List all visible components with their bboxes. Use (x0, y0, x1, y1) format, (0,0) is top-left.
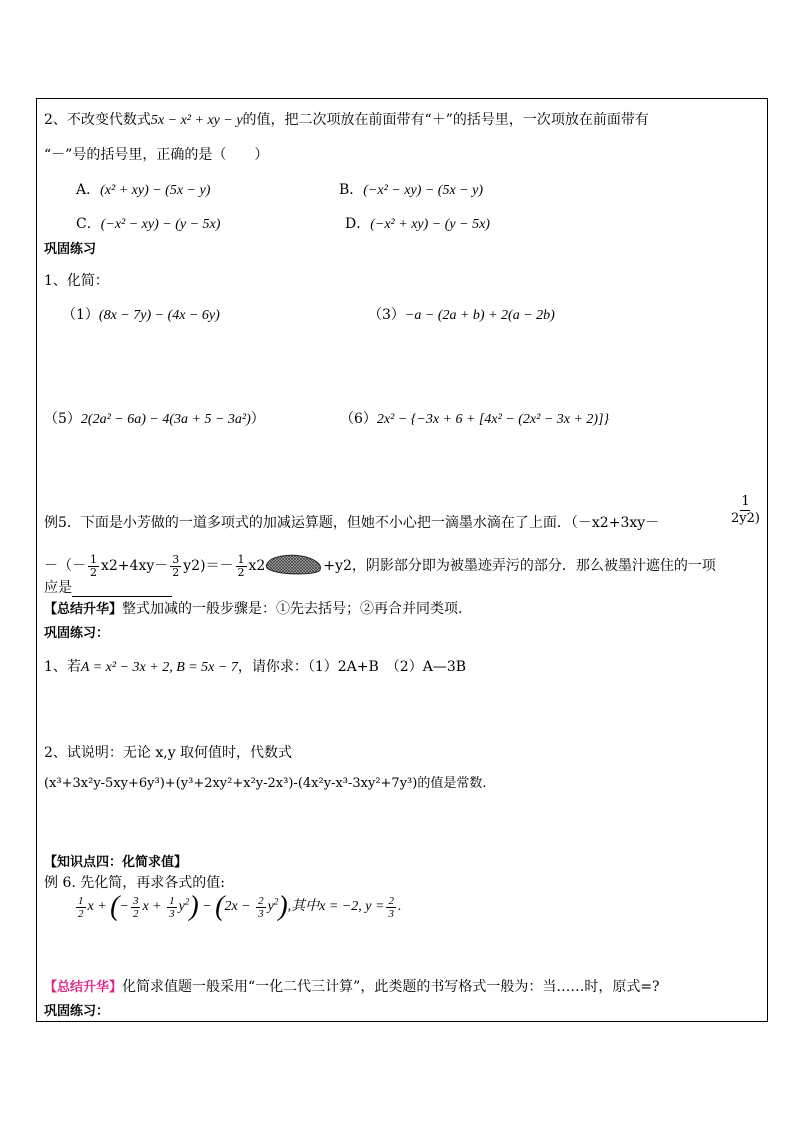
ex5-line2-b: x2+4xy－ (101, 558, 169, 574)
summary-2-text: 化简求值题一般采用“一化二代三计算”，此类题的书写格式一般为：当……时，原式=? (122, 979, 660, 995)
ex5-line2-c: y2)＝－ (183, 558, 234, 574)
practice1-problem-3 (368, 304, 555, 324)
q2-option-d (345, 213, 490, 233)
fraction-c-numerator: 3 (172, 552, 180, 566)
ink-blot-icon (265, 553, 323, 579)
problem-5-label: （5） (44, 411, 81, 427)
ex5-fraction-a (731, 495, 760, 526)
ex5-line2-a: －（－ (44, 558, 86, 574)
option-c-label: C． (76, 216, 101, 232)
option-a-label: A． (76, 182, 101, 198)
practice1-problem-1 (62, 304, 220, 324)
practice1-problem-5 (44, 408, 265, 428)
fraction-c (170, 554, 181, 579)
ex5-line3-text: 应是 (44, 580, 72, 596)
problem-3-expr: −a − (2a + b) + 2(a − 2b) (404, 308, 555, 323)
fraction-d-numerator: 1 (237, 552, 245, 566)
option-b-expr: (−x² − xy) − (5x − y) (363, 183, 484, 198)
problem-3-label: （3） (368, 307, 405, 323)
ex5-line2 (44, 553, 716, 579)
q2-option-a (76, 179, 210, 199)
ex5-line2-d: x2 (248, 558, 266, 574)
fraction-a-denominator: 2 (731, 511, 740, 526)
practice2-q1-prefix: 1、若 (44, 659, 81, 675)
option-c-expr: (−x² − xy) − (y − 5x) (100, 217, 221, 232)
summary-1-tag: 【总结升华】 (44, 602, 123, 617)
fraction-d (236, 554, 247, 579)
practice1-item-title: 1、化简： (44, 273, 109, 289)
problem-1-expr: (8x − 7y) − (4x − 6y) (98, 308, 220, 323)
option-a-expr: (x² + xy) − (5x − y) (100, 183, 211, 198)
summary-2-tag: 【总结升华】 (44, 980, 123, 995)
fraction-b-numerator: 1 (90, 552, 97, 566)
q2-option-c (76, 213, 220, 233)
q2-line1 (44, 109, 649, 129)
option-b-label: B． (339, 182, 364, 198)
fraction-b (88, 554, 99, 579)
practice-heading-2: 巩固练习： (44, 626, 110, 641)
q2-option-b (339, 179, 483, 199)
q2-prefix: 2、不改变代数式 (44, 112, 151, 128)
q2-suffix: 的值，把二次项放在前面带有“＋”的括号里，一次项放在前面带有 (242, 112, 649, 128)
ex5-line1-end: y2) (739, 511, 760, 526)
practice-heading-3: 巩固练习： (44, 1004, 110, 1019)
q2-expression: 5x − x² + xy − y (150, 113, 243, 128)
problem-5-tail: ） (250, 411, 265, 427)
summary-2 (44, 976, 660, 996)
ex5-line2-e: +y2，阴影部分即为被墨迹弄污的部分．那么被墨汁遮住的一项 (323, 558, 716, 574)
practice1-problem-6 (340, 408, 609, 428)
practice2-q1 (44, 656, 466, 676)
fraction-b-denominator: 2 (90, 565, 97, 579)
practice-heading-1: 巩固练习 (44, 242, 97, 257)
ex6-expression: $\frac{1}{2}$ x + (− $\frac{3}{2}$ x + $\frac{1}{3}$ $y^2) - (2x$ − $\frac{2}{3}$ $y^2$),其中x = −2, y = $\frac{2}{3}$ . (78, 891, 402, 922)
fraction-d-denominator: 2 (237, 565, 245, 579)
problem-1-label: （1） (62, 307, 99, 323)
ex5-line3 (44, 577, 172, 597)
practice2-q2-line1: 2、试说明：无论 x,y 取何值时，代数式 (44, 745, 293, 761)
problem-5-expr: 2(2a² − 6a) − 4(3a + 5 − 3a²) (80, 412, 251, 427)
option-d-label: D． (345, 216, 371, 232)
q2-line2: “－”号的括号里，正确的是（ ） (44, 147, 269, 163)
problem-6-expr: 2x² − {−3x + 6 + [4x² − (2x² − 3x + 2)]} (376, 412, 610, 427)
ex5-line1-text: 例5．下面是小芳做的一道多项式的加减运算题，但她不小心把一滴墨水滴在了上面．（－x2+3xy－ (44, 515, 660, 531)
fraction-c-denominator: 2 (172, 565, 180, 579)
ex5-line1 (44, 512, 659, 532)
practice2-q2-line2: (x³+3x²y-5xy+6y³)+(y³+2xy²+x²y-2x³)-(4x²y-x³-3xy²+7y³)的值是常数. (44, 776, 487, 791)
option-d-expr: (−x² + xy) − (y − 5x) (370, 217, 490, 232)
fraction-a-numerator: 1 (741, 494, 750, 509)
practice2-q1-expr: A = x² − 3x + 2, B = 5x − 7 (80, 660, 238, 675)
answer-blank[interactable] (72, 582, 172, 597)
summary-1 (44, 598, 462, 618)
knowledge-point-4-heading: 【知识点四：化简求值】 (44, 855, 188, 870)
ex6-title: 例 6. 先化简，再求各式的值: (44, 875, 225, 891)
problem-6-label: （6） (340, 411, 377, 427)
summary-1-text: 整式加减的一般步骤是：①先去括号；②再合并同类项. (122, 601, 463, 617)
practice2-q1-suffix: ，请你求：（1）2A+B （2）A—3B (237, 659, 467, 675)
ex6-condition: ,其中x = −2, y = (287, 899, 385, 915)
